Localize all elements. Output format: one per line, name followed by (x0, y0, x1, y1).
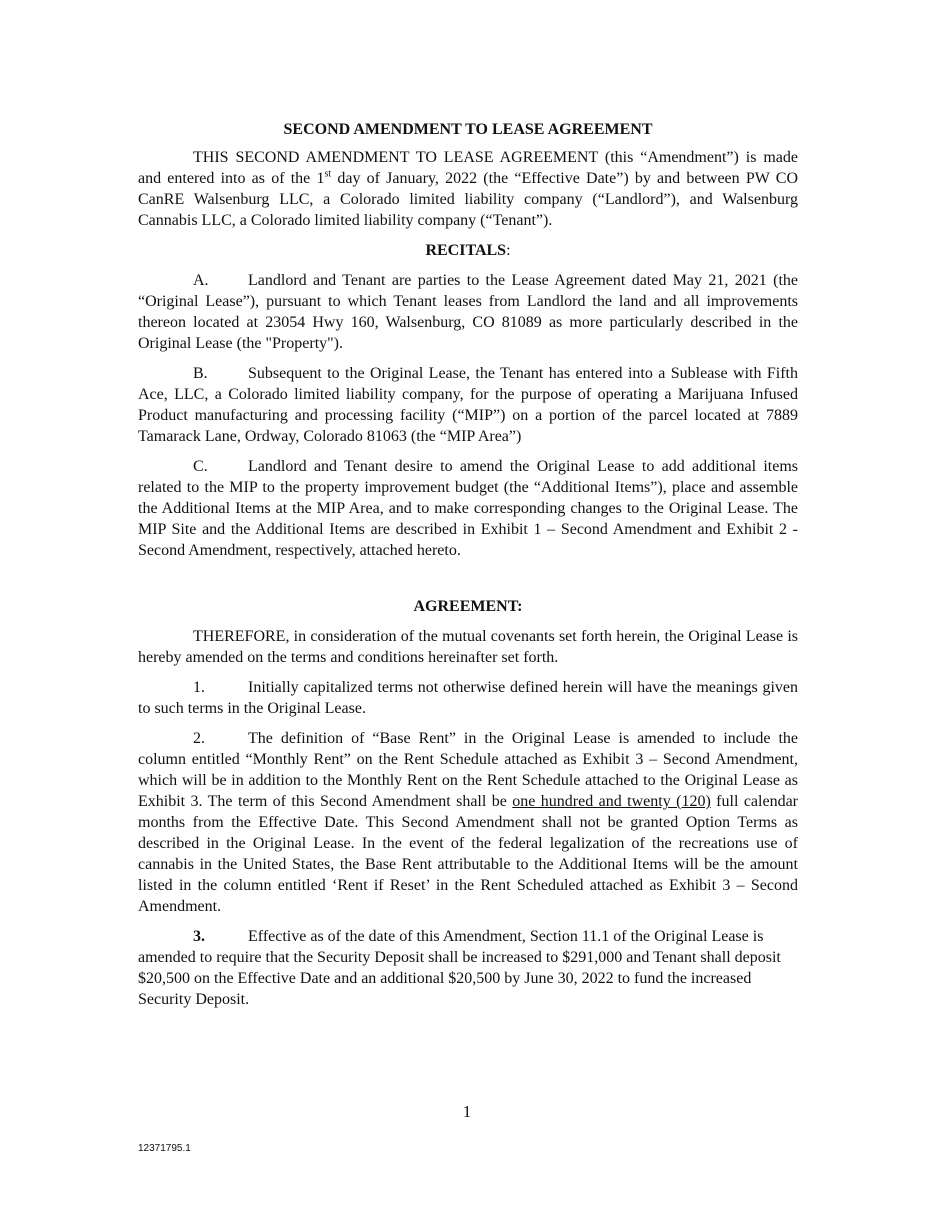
recital-b (138, 363, 798, 447)
document-title: SECOND AMENDMENT TO LEASE AGREEMENT (283, 121, 653, 138)
recital-c (138, 456, 798, 561)
intro-text-1: THIS SECOND AMENDMENT TO LEASE AGREEMENT (this “Amendment”) is made and entered into as of the 1 (138, 149, 798, 187)
recital-a-text: Landlord and Tenant are parties to the Lease Agreement dated May 21, 2021 (the “Original Lease”), pursuant to which Tenant leases from Landlord the land and all improvements thereon located at 23054 Hwy 160, Walsenburg, CO 81089 as more particularly described in the Original Lease (the "Property"). (138, 272, 798, 352)
recitals-heading-colon: : (506, 242, 511, 259)
recital-b-text: Subsequent to the Original Lease, the Tenant has entered into a Sublease with Fifth Ace, LLC, a Colorado limited liability company, for the purpose of operating a Marijuana Infused Product manufacturing and processing facility (“MIP”) on a portion of the parcel located at 7889 Tamarack Lane, Ordway, Colorado 81063 (the “MIP Area”) (138, 365, 798, 445)
item-3-label: 3. (193, 928, 205, 945)
recitals-heading-text: RECITALS (425, 242, 507, 259)
item-1-text: Initially capitalized terms not otherwise defined herein will have the meanings given to such terms in the Original Lease. (138, 679, 798, 717)
intro-paragraph (138, 147, 798, 231)
recital-a-label: A. (193, 272, 209, 289)
recital-c-label: C. (193, 458, 208, 475)
item-3-text: Effective as of the date of this Amendment, Section 11.1 of the Original Lease is amended to require that the Security Deposit shall be increased to $291,000 and Tenant shall deposit $20,500 on the Effective Date and an additional $20,500 by June 30, 2022 to fund the increased Security Deposit. (138, 928, 781, 1008)
recital-c-text: Landlord and Tenant desire to amend the Original Lease to add additional items related to the MIP to the property improvement budget (the “Additional Items”), place and assemble the Additional Items at the MIP Area, and to make corresponding changes to the Original Lease. The MIP Site and the Additional Items are described in Exhibit 1 – Second Amendment and Exhibit 2 - Second Amendment, respectively, attached hereto. (138, 458, 798, 559)
item-2-text-a: The definition of “Base Rent” in the Original Lease is amended to include the column entitled “Monthly Rent” on the Rent Schedule attached as Exhibit 3 – Second Amendment, which will be in addition to the Monthly Rent on the Rent Schedule attached to the Original Lease as Exhibit 3. The term of this Second Amendment shall be (138, 730, 798, 810)
item-2-text-b: full calendar months from the Effective Date. This Second Amendment shall not be granted Option Terms as described in the Original Lease. In the event of the federal legalization of the recreations use of cannabis in the United States, the Base Rent attributable to the Additional Items will be the amount listed in the column entitled ‘Rent if Reset’ in the Rent Scheduled attached as Exhibit 3 – Second Amendment. (138, 793, 798, 915)
page-number: 1 (462, 1102, 472, 1121)
agreement-item-1 (138, 677, 798, 719)
document-id: 12371795.1 (138, 1143, 191, 1154)
item-2-label: 2. (193, 730, 205, 747)
agreement-item-3 (138, 926, 798, 1010)
recitals-heading (138, 240, 798, 261)
document-body (138, 119, 798, 1019)
agreement-heading: AGREEMENT: (413, 598, 523, 615)
intro-text-2: day of January, 2022 (the “Effective Date”) by and between PW CO CanRE Walsenburg LLC, a Colorado limited liability company (“Landlord”), and Walsenburg Cannabis LLC, a Colorado limited liability company (“Tenant”). (138, 170, 799, 229)
therefore-paragraph: THEREFORE, in consideration of the mutual covenants set forth herein, the Original Lease is hereby amended on the terms and conditions hereinafter set forth. (138, 628, 798, 666)
section-spacer (138, 570, 798, 596)
intro-ordinal-suffix: st (324, 168, 332, 180)
recital-b-label: B. (193, 365, 208, 382)
item-2-term-underlined: one hundred and twenty (120) (512, 793, 711, 810)
item-1-label: 1. (193, 679, 205, 696)
agreement-item-2 (138, 728, 798, 917)
recital-a (138, 270, 798, 354)
